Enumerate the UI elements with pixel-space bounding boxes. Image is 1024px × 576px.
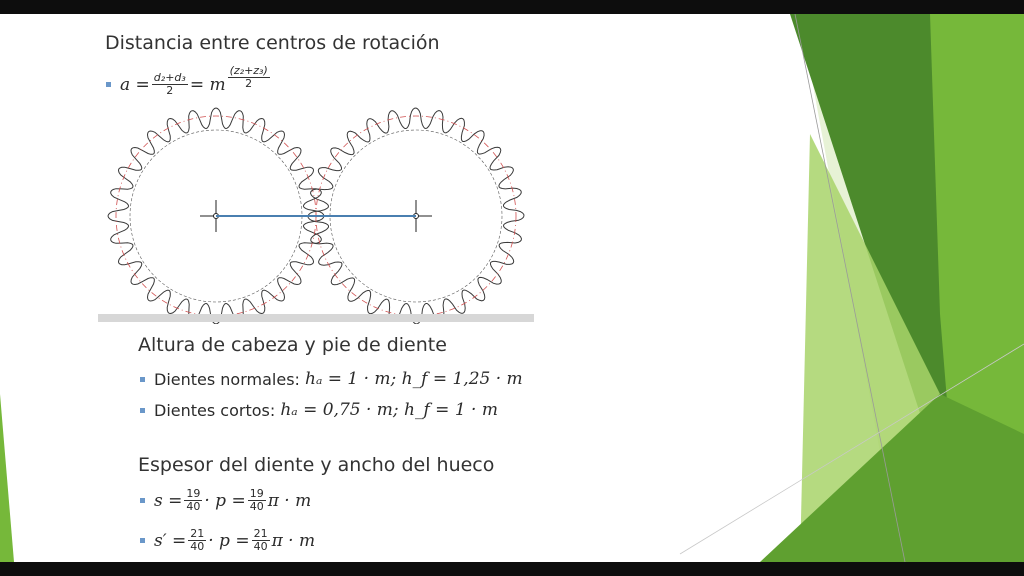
fraction-denominator: 40 [253,540,268,553]
bullet-icon [140,408,145,413]
sp-lhs: s′ = [154,530,187,551]
sp-mid: · p = [208,530,250,551]
normal-teeth-label: Dientes normales: [154,369,300,389]
s-end: π · m [267,490,312,511]
bullet-icon [140,538,145,543]
section-title-tooth-height: Altura de cabeza y pie de diente [138,334,447,356]
fraction-numerator: 21 [253,527,268,540]
s-lhs: s = [154,490,183,511]
formula-lhs: a = [120,74,150,95]
section-title-center-distance: Distancia entre centros de rotación [105,32,440,54]
bullet-normal-teeth [140,369,523,389]
fraction-denominator: 40 [249,500,264,513]
fraction-numerator: d₂+d₃ [153,71,186,84]
facet-left-edge [0,394,14,562]
bullet-icon [106,82,111,87]
formula-mid: = m [189,74,226,95]
fraction-denominator: 2 [245,77,253,90]
meshing-gears-figure [98,96,534,324]
bullet-short-teeth [140,400,498,420]
fraction-denominator: 40 [190,540,205,553]
slide [0,14,1024,562]
fraction [184,488,202,513]
sp-end: π · m [271,530,316,551]
section-title-tooth-thickness: Espesor del diente y ancho del hueco [138,454,495,476]
fraction [152,72,188,97]
fraction-numerator: 19 [186,487,201,500]
fraction [188,528,206,553]
short-teeth-label: Dientes cortos: [154,400,276,420]
fraction-numerator: (z₂+z₃) [229,64,268,77]
short-teeth-formula: hₐ = 0,75 · m; h_f = 1 · m [280,400,498,420]
fraction [248,488,266,513]
bullet-icon [140,498,145,503]
bullet-icon [140,377,145,382]
s-mid: · p = [204,490,246,511]
formula-thickness-s [140,488,311,513]
fraction [228,65,270,90]
figure-base-bar [98,314,534,322]
fraction-denominator: 40 [186,500,201,513]
formula-space-width [140,528,315,553]
fraction [252,528,270,553]
fraction-numerator: 21 [190,527,205,540]
formula-center-distance [106,64,272,97]
normal-teeth-formula: hₐ = 1 · m; h_f = 1,25 · m [305,369,523,389]
fraction-numerator: 19 [249,487,264,500]
fraction-denominator: 2 [166,84,174,97]
